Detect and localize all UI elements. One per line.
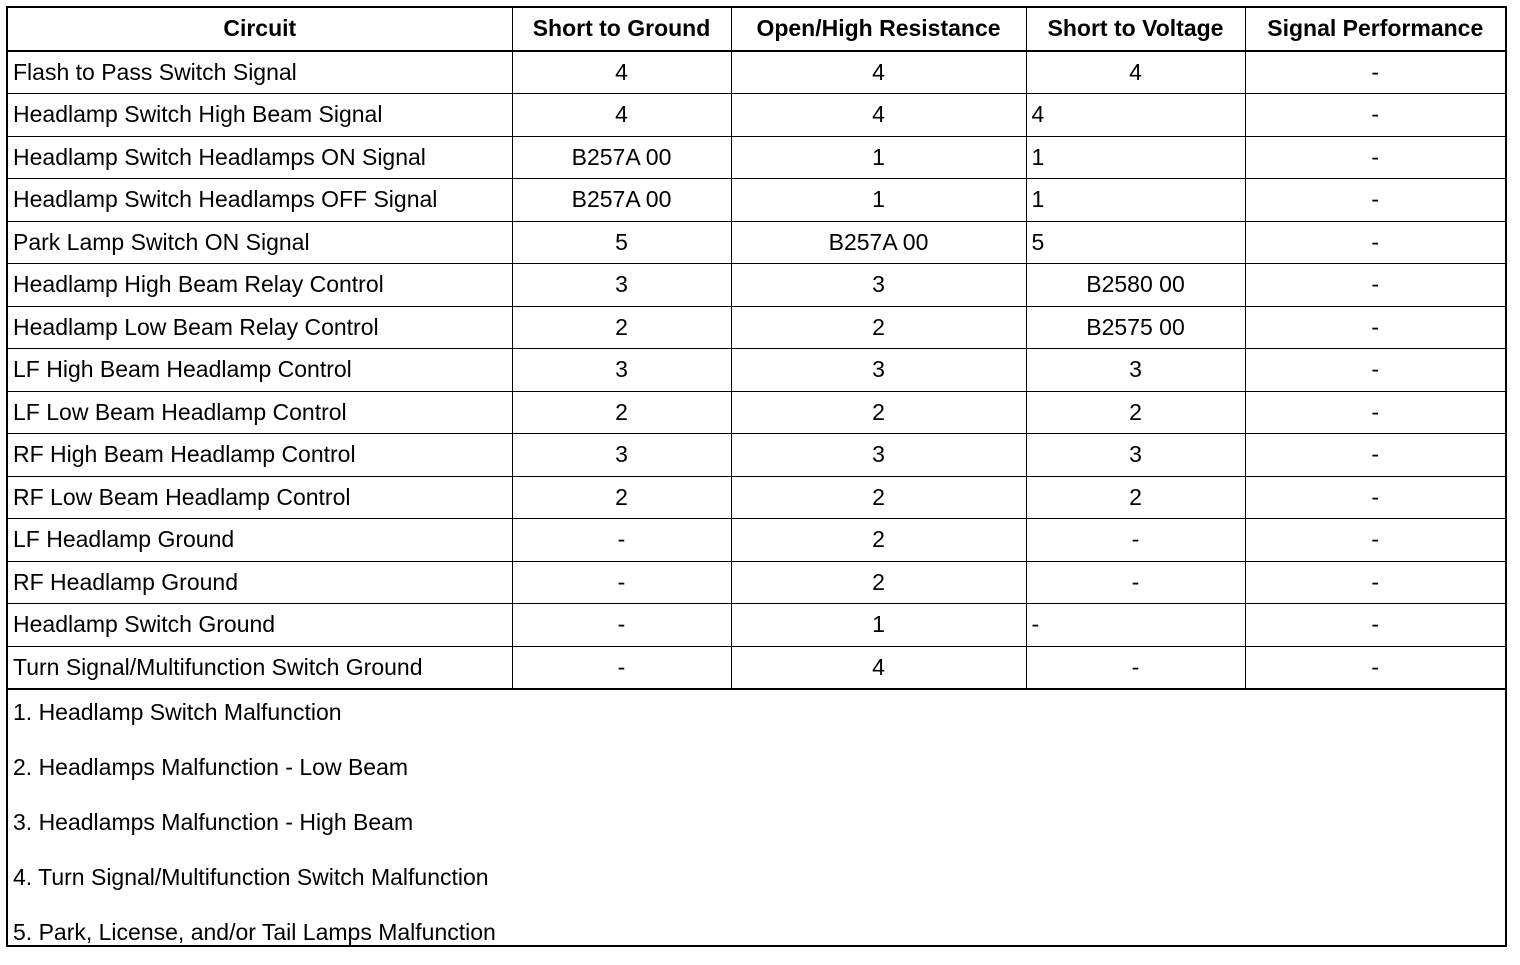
table-cell: 4 [1026,51,1245,94]
footnotes [8,690,1505,965]
table-cell: - [1245,646,1505,689]
table-cell: 4 [512,94,731,137]
table-cell: - [1245,349,1505,392]
circuit-name-cell: RF Low Beam Headlamp Control [8,476,512,519]
table-cell: - [1245,179,1505,222]
table-cell: 3 [731,349,1026,392]
table-cell: - [1245,51,1505,94]
table-cell: - [1245,306,1505,349]
circuit-name-cell: Headlamp Switch Headlamps OFF Signal [8,179,512,222]
table-cell: 4 [731,646,1026,689]
table-cell: 3 [731,264,1026,307]
table-row [8,136,1505,179]
circuit-name-cell: Headlamp Low Beam Relay Control [8,306,512,349]
table-cell: 4 [731,51,1026,94]
table-cell: - [512,519,731,562]
table-cell: 2 [731,561,1026,604]
table-row [8,646,1505,689]
circuit-name-cell: LF Headlamp Ground [8,519,512,562]
table-cell: - [1026,646,1245,689]
header-short-to-ground: Short to Ground [512,8,731,51]
table-cell: - [1245,221,1505,264]
circuit-name-cell: Park Lamp Switch ON Signal [8,221,512,264]
footnote-item: 2. Headlamps Malfunction - Low Beam [13,754,409,780]
table-cell: 2 [512,476,731,519]
table-cell: - [1026,561,1245,604]
header-short-to-voltage: Short to Voltage [1026,8,1245,51]
table-cell: 2 [731,391,1026,434]
table-cell: - [1245,391,1505,434]
table-cell: 2 [731,476,1026,519]
table-cell: - [1026,604,1245,647]
table-cell: B257A 00 [731,221,1026,264]
circuit-name-cell: RF High Beam Headlamp Control [8,434,512,477]
table-row [8,264,1505,307]
table-row [8,306,1505,349]
table-row [8,349,1505,392]
table-row [8,604,1505,647]
footnote-item: 5. Park, License, and/or Tail Lamps Malfunction [13,919,496,945]
table-cell: 3 [1026,434,1245,477]
table-cell: - [1245,519,1505,562]
header-signal-performance: Signal Performance [1245,8,1505,51]
footnote-item: 3. Headlamps Malfunction - High Beam [13,809,414,835]
table-row [8,94,1505,137]
circuit-name-cell: Turn Signal/Multifunction Switch Ground [8,646,512,689]
table-cell: B257A 00 [512,179,731,222]
table-cell: 3 [512,349,731,392]
table-cell: 4 [512,51,731,94]
table-cell: 3 [512,434,731,477]
table-cell: 1 [1026,179,1245,222]
table-cell: B2580 00 [1026,264,1245,307]
table-cell: B257A 00 [512,136,731,179]
table-cell: 4 [1026,94,1245,137]
table-cell: 1 [731,604,1026,647]
table-cell: - [1026,519,1245,562]
table-cell: 2 [1026,476,1245,519]
table-cell: - [512,646,731,689]
table-cell: - [1245,94,1505,137]
table-cell: 5 [1026,221,1245,264]
table-cell: 4 [731,94,1026,137]
table-row [8,434,1505,477]
footnote-item: 1. Headlamp Switch Malfunction [13,699,342,725]
table-cell: - [1245,604,1505,647]
table-cell: B2575 00 [1026,306,1245,349]
circuit-name-cell: Headlamp Switch Ground [8,604,512,647]
table-cell: - [1245,434,1505,477]
header-circuit: Circuit [8,8,512,51]
table-cell: - [1245,136,1505,179]
circuit-fault-table [8,8,1505,690]
table-cell: - [1245,561,1505,604]
table-row [8,391,1505,434]
table-cell: 2 [512,391,731,434]
table-cell: 1 [1026,136,1245,179]
table-cell: 2 [731,519,1026,562]
table-row [8,179,1505,222]
table-header-row [8,8,1505,51]
table-cell: 1 [731,179,1026,222]
circuit-name-cell: Flash to Pass Switch Signal [8,51,512,94]
circuit-name-cell: RF Headlamp Ground [8,561,512,604]
table-cell: 2 [512,306,731,349]
table-cell: 3 [731,434,1026,477]
table-cell: - [512,604,731,647]
table-cell: - [512,561,731,604]
table-cell: 2 [1026,391,1245,434]
diagnostic-table-sheet [6,6,1507,947]
table-row [8,221,1505,264]
table-row [8,519,1505,562]
circuit-name-cell: Headlamp Switch High Beam Signal [8,94,512,137]
table-body [8,51,1505,690]
table-row [8,476,1505,519]
circuit-name-cell: LF High Beam Headlamp Control [8,349,512,392]
table-cell: - [1245,476,1505,519]
table-cell: - [1245,264,1505,307]
footnote-item: 4. Turn Signal/Multifunction Switch Malfunction [13,864,489,890]
table-cell: 3 [512,264,731,307]
table-cell: 1 [731,136,1026,179]
table-cell: 3 [1026,349,1245,392]
header-open-high-resistance: Open/High Resistance [731,8,1026,51]
table-cell: 5 [512,221,731,264]
circuit-name-cell: LF Low Beam Headlamp Control [8,391,512,434]
table-row [8,51,1505,94]
circuit-name-cell: Headlamp High Beam Relay Control [8,264,512,307]
circuit-name-cell: Headlamp Switch Headlamps ON Signal [8,136,512,179]
table-row [8,561,1505,604]
table-cell: 2 [731,306,1026,349]
